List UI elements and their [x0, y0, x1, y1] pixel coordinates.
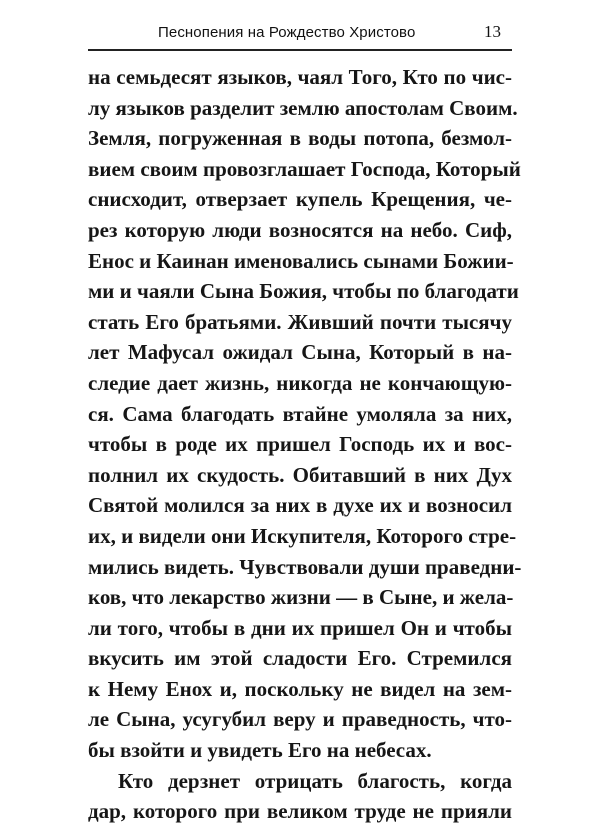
text-line: ле Сына, усугубил веру и праведность, что-: [88, 707, 512, 732]
header-rule: [88, 49, 512, 51]
text-line: их, и видели они Искупителя, Которого стре-: [88, 523, 517, 548]
text-line: ся. Сама благодать втайне умоляла за них,: [88, 401, 512, 426]
text-line: Земля, погруженная в воды потопа, безмол-: [88, 126, 512, 151]
text-line: мились видеть. Чувствовали души праведни-: [88, 554, 522, 579]
text-line: чтобы в роде их пришел Господь их и вос-: [88, 432, 512, 457]
text-line: стать Его братьями. Живший почти тысячу: [88, 309, 512, 334]
text-line: ли того, чтобы в дни их пришел Он и чтобы: [88, 615, 512, 640]
text-line: бы взойти и увидеть Его на небесах.: [88, 738, 432, 763]
text-line: снисходит, отверзает купель Крещения, че-: [88, 187, 512, 212]
text-line: вкусить им этой сладости Его. Стремился: [88, 646, 512, 671]
text-line: ков, что лекарство жизни — в Сыне, и жела-: [88, 585, 514, 610]
page-number: 13: [484, 22, 501, 41]
text-line: вием своим провозглашает Господа, Который: [88, 156, 521, 181]
text-line: ми и чаяли Сына Божия, чтобы по благодати: [88, 279, 519, 304]
body-text: [88, 62, 522, 827]
text-line: следие дает жизнь, никогда не кончающую-: [88, 370, 512, 395]
text-line: на семьдесят языков, чаял Того, Кто по чис-: [88, 65, 512, 89]
text-line: Енос и Каинан именовались сынами Божии-: [88, 248, 514, 273]
text-line: рез которую люди возносятся на небо. Сиф,: [88, 217, 512, 242]
text-line: Святой молился за них в духе их и возносил: [88, 493, 512, 518]
text-line: к Нему Енох и, поскольку не видел на зем-: [88, 676, 512, 701]
text-line: полнил их скудость. Обитавший в них Дух: [88, 462, 512, 487]
text-line: лет Мафусал ожидал Сына, Который в на-: [88, 340, 512, 365]
text-line: лу языков разделит землю апостолам Своим.: [88, 95, 518, 120]
paragraph-first-line: Кто дерзнет отрицать благость, когда: [118, 768, 512, 793]
running-title: Песнопения на Рождество Христово: [158, 24, 416, 41]
text-line: дар, которого при великом труде не прияли: [88, 799, 512, 824]
